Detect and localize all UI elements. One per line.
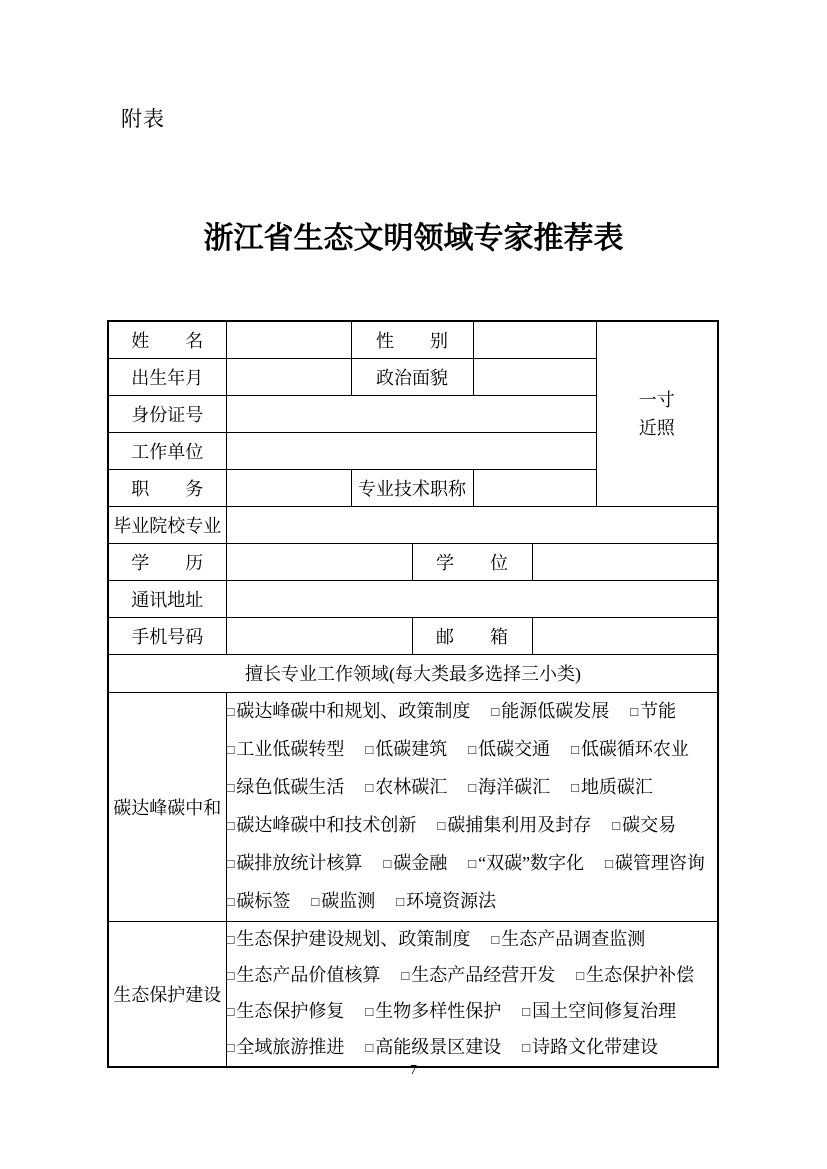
checkbox-option-label: 诗路文化带建设 [532,1036,659,1057]
checkbox-option [576,965,694,985]
checkbox-icon: □ [365,1003,374,1019]
checkbox-icon: □ [468,779,477,795]
checkbox-option-label: 绿色低碳生活 [236,776,345,797]
email-value-cell [532,617,718,654]
name-label: 姓 名 [108,321,226,358]
graduate-school-major-label: 毕业院校专业 [108,506,226,543]
checkbox-icon: □ [311,893,320,909]
expertise-header: 擅长专业工作领域(每大类最多选择三小类) [108,654,718,692]
checkbox-option-label: 节能 [640,700,677,721]
checkbox-line [227,731,718,769]
professional-title-label: 专业技术职称 [351,469,473,506]
birth-date-value-cell [226,358,351,395]
checkbox-option [365,1001,501,1021]
birth-date-label: 出生年月 [108,358,226,395]
graduate-school-major-value-cell [226,506,718,543]
checkbox-icon: □ [612,817,621,833]
checkbox-option-label: 碳排放统计核算 [236,852,363,873]
checkbox-option [605,853,705,873]
checkbox-icon: □ [226,855,235,871]
checkbox-icon: □ [226,931,235,947]
checkbox-icon: □ [401,967,410,983]
checkbox-option [227,777,345,797]
checkbox-option [383,853,447,873]
checkbox-option [311,891,375,911]
political-status-label: 政治面貌 [351,358,473,395]
checkbox-option-label: 低碳循环农业 [580,738,689,759]
position-label: 职 务 [108,469,226,506]
checkbox-line [227,883,718,921]
education-value-cell [226,543,412,580]
mailing-address-value-cell [226,580,718,617]
checkbox-option-label: 碳金融 [393,852,448,873]
position-value-cell [226,469,351,506]
checkbox-line [227,769,718,807]
checkbox-option-label: 全域旅游推进 [236,1036,345,1057]
checkbox-option-label: 能源低碳发展 [501,700,610,721]
checkbox-icon: □ [226,703,235,719]
mobile-number-value-cell [226,617,412,654]
checkbox-icon: □ [630,703,639,719]
checkbox-option [227,1037,345,1057]
checkbox-option [365,1037,501,1057]
checkbox-icon: □ [571,779,579,795]
checkbox-line [227,958,718,994]
checkbox-option-label: 低碳交通 [478,738,551,759]
checkbox-option [396,891,496,911]
checkbox-option-label: 碳标签 [236,890,291,911]
checkbox-option-label: 环境资源法 [406,890,497,911]
row-category-ecology [108,921,718,1067]
row-education-degree [108,543,718,580]
gender-label: 性 别 [351,321,473,358]
appendix-label: 附表 [121,107,165,131]
checkbox-icon: □ [491,931,500,947]
checkbox-icon: □ [226,967,235,983]
row-mobile-email [108,617,718,654]
checkbox-icon: □ [468,741,477,757]
checkbox-option-label: 生物多样性保护 [375,1000,502,1021]
work-unit-value-cell [226,432,596,469]
name-value-cell [226,321,351,358]
checkbox-line [227,922,718,958]
checkbox-option-label: 生态产品经营开发 [411,964,556,985]
checkbox-option-label: 生态产品调查监测 [501,928,646,949]
checkbox-option-label: 生态保护补偿 [586,964,695,985]
checkbox-option-label: 碳捕集利用及封存 [447,814,592,835]
gender-value-cell [473,321,596,358]
checkbox-option-label: 生态保护修复 [236,1000,345,1021]
checkbox-icon: □ [365,779,374,795]
checkbox-icon: □ [365,1039,374,1055]
checkbox-line [227,693,718,731]
mobile-number-label: 手机号码 [108,617,226,654]
checkbox-icon: □ [226,1003,235,1019]
checkbox-option [437,815,591,835]
checkbox-option [227,929,471,949]
checkbox-option [468,853,584,873]
email-label: 邮 箱 [412,617,532,654]
mailing-address-label: 通讯地址 [108,580,226,617]
checkbox-icon: □ [226,779,235,795]
page-number: 7 [410,1063,417,1078]
row-name-gender [108,321,718,358]
checkbox-line [227,845,718,883]
checkbox-icon: □ [365,741,374,757]
checkbox-option-label: 碳达峰碳中和规划、政策制度 [236,700,471,721]
checkbox-option-label: “双碳”数字化 [478,852,585,873]
checkbox-option [612,815,676,835]
checkbox-option-label: 低碳建筑 [375,738,448,759]
checkbox-option [571,739,689,759]
checkbox-icon: □ [605,855,613,871]
checkbox-icon: □ [571,741,579,757]
page-title: 浙江省生态文明领域专家推荐表 [203,222,624,255]
photo-note-line2: 近照 [638,417,675,438]
checkbox-option-label: 碳监测 [321,890,376,911]
work-unit-label: 工作单位 [108,432,226,469]
recommendation-form-table [107,320,719,1068]
checkbox-line [227,807,718,845]
checkbox-option-label: 农林碳汇 [375,776,448,797]
checkbox-option [522,1001,676,1021]
checkbox-option [227,853,363,873]
checkbox-option [227,891,291,911]
checkbox-icon: □ [396,893,405,909]
checkbox-icon: □ [437,817,446,833]
checkbox-option [365,777,447,797]
degree-label: 学 位 [412,543,532,580]
checkbox-icon: □ [226,817,235,833]
checkbox-option-label: 生态产品价值核算 [236,964,381,985]
education-label: 学 历 [108,543,226,580]
id-number-value-cell [226,395,596,432]
political-status-value-cell [473,358,596,395]
checkbox-option [491,701,609,721]
checkbox-icon: □ [226,741,235,757]
id-number-label: 身份证号 [108,395,226,432]
checkbox-option-label: 地质碳汇 [580,776,653,797]
checkbox-icon: □ [576,967,585,983]
photo-note-line1: 一寸 [638,389,675,410]
checkbox-option [468,777,550,797]
checkbox-option [491,929,645,949]
checkbox-option [227,701,471,721]
checkbox-option-label: 国土空间修复治理 [532,1000,677,1021]
checkbox-option [227,1001,345,1021]
checkbox-line [227,994,718,1030]
photo-note [597,389,718,439]
checkbox-icon: □ [226,893,235,909]
checkbox-option-label: 碳交易 [622,814,677,835]
checkbox-option-label: 生态保护建设规划、政策制度 [236,928,471,949]
checkbox-option [571,777,653,797]
checkbox-icon: □ [383,855,392,871]
checkbox-option [630,701,676,721]
checkbox-option-label: 高能级景区建设 [375,1036,502,1057]
professional-title-value-cell [473,469,596,506]
checkbox-option [227,965,381,985]
checkbox-option [365,739,447,759]
checkbox-option-label: 碳管理咨询 [614,852,705,873]
checkbox-line [227,1030,718,1066]
category-options-carbon [226,692,718,921]
checkbox-option [468,739,550,759]
checkbox-option [227,815,417,835]
row-mailing-address [108,580,718,617]
checkbox-option [227,739,345,759]
row-graduate-school [108,506,718,543]
checkbox-icon: □ [491,703,500,719]
row-expertise-header [108,654,718,692]
checkbox-icon: □ [522,1003,531,1019]
category-label-ecology: 生态保护建设 [108,921,226,1067]
checkbox-option [522,1037,658,1057]
checkbox-icon: □ [468,855,477,871]
checkbox-icon: □ [522,1039,531,1055]
checkbox-option-label: 碳达峰碳中和技术创新 [236,814,417,835]
category-options-ecology [226,921,718,1067]
checkbox-icon: □ [226,1039,235,1055]
checkbox-option-label: 海洋碳汇 [478,776,551,797]
row-category-carbon [108,692,718,921]
checkbox-option-label: 工业低碳转型 [236,738,345,759]
photo-placeholder-cell [596,321,718,506]
category-label-carbon: 碳达峰碳中和 [108,692,226,921]
checkbox-option [401,965,555,985]
degree-value-cell [532,543,718,580]
